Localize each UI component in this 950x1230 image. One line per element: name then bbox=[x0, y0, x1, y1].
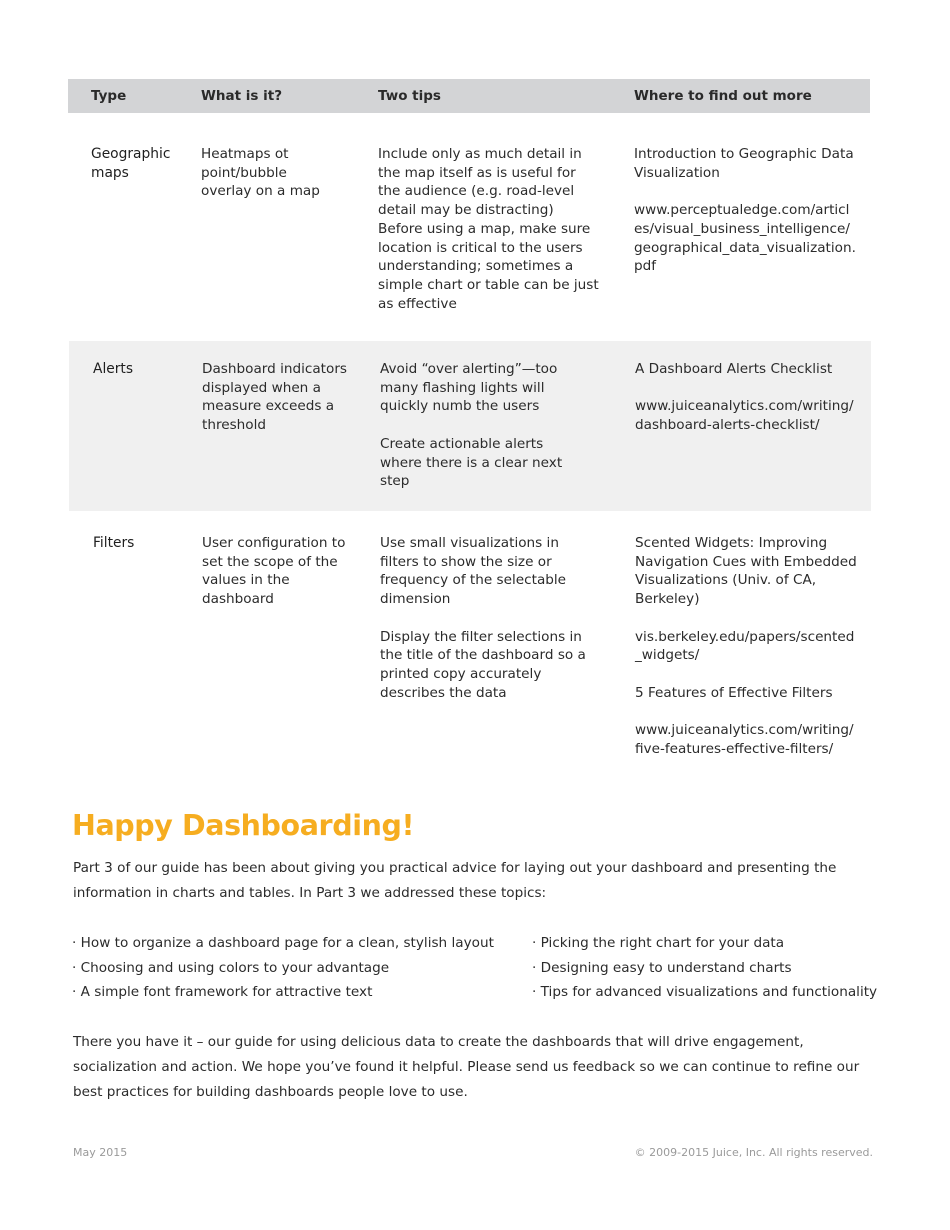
row-description: User configuration to set the scope of the values in the dashboard bbox=[202, 535, 346, 608]
row-tips bbox=[380, 360, 580, 491]
row-type: Alerts bbox=[93, 361, 134, 377]
header-two-tips: Two tips bbox=[378, 88, 441, 104]
footer-date: May 2015 bbox=[73, 1146, 128, 1159]
tip-text: Use small visualizations in filters to show the size or frequency of the selectable dimension bbox=[380, 535, 567, 608]
row-resources bbox=[635, 360, 857, 435]
row-resources bbox=[635, 534, 857, 758]
resource-url: www.perceptualedge.com/articles/visual_business_intelligence/geographical_data_visualization.pdf bbox=[634, 202, 856, 275]
section-heading: Happy Dashboarding! bbox=[72, 809, 415, 842]
topics-list-left bbox=[72, 931, 494, 1005]
resource-url: www.juiceanalytics.com/writing/dashboard-alerts-checklist/ bbox=[635, 398, 854, 434]
resource-title: Introduction to Geographic Data Visualization bbox=[634, 146, 854, 181]
list-item: · A simple font framework for attractive text bbox=[72, 980, 494, 1005]
row-tips bbox=[378, 145, 600, 313]
header-type: Type bbox=[91, 88, 127, 104]
topics-list-right bbox=[532, 931, 877, 1005]
tip-text: Display the filter selections in the title of the dashboard so a printed copy accurately describes the data bbox=[380, 628, 586, 701]
list-item: · Designing easy to understand charts bbox=[532, 956, 877, 981]
resource-title: Scented Widgets: Improving Navigation Cues with Embedded Visualizations (Univ. of CA, Berkeley) bbox=[635, 535, 857, 608]
footer-copyright: © 2009-2015 Juice, Inc. All rights reserved. bbox=[634, 1146, 873, 1159]
tip-text: Include only as much detail in the map itself as is useful for the audience (e.g. road-level detail may be distracting) Before using a map, make sure location is critical to the users understanding; sometimes a simple chart or table can be just as effective bbox=[378, 146, 599, 312]
list-item: · Tips for advanced visualizations and functionality bbox=[532, 980, 877, 1005]
resource-url: www.juiceanalytics.com/writing/five-features-effective-filters/ bbox=[635, 721, 854, 757]
row-description: Dashboard indicators displayed when a measure exceeds a threshold bbox=[202, 361, 347, 434]
intro-paragraph: Part 3 of our guide has been about giving you practical advice for laying out your dashboard and presenting the information in charts and tables. In Part 3 we addressed these topics: bbox=[73, 860, 837, 901]
resource-title: A Dashboard Alerts Checklist bbox=[635, 361, 833, 377]
list-item: · Picking the right chart for your data bbox=[532, 931, 877, 956]
tip-text: Create actionable alerts where there is a clear next step bbox=[380, 435, 563, 490]
row-tips bbox=[380, 534, 592, 702]
resource-url: vis.berkeley.edu/papers/scented_widgets/ bbox=[635, 628, 855, 664]
row-description: Heatmaps ot point/bubble overlay on a map bbox=[201, 146, 320, 200]
resource-title: 5 Features of Effective Filters bbox=[635, 684, 833, 701]
row-resources bbox=[634, 145, 856, 276]
list-item: · How to organize a dashboard page for a clean, stylish layout bbox=[72, 931, 494, 956]
row-type: Geographic maps bbox=[91, 146, 171, 181]
header-what-is-it: What is it? bbox=[201, 88, 283, 104]
tip-text: Avoid “over alerting”—too many flashing lights will quickly numb the users bbox=[380, 361, 558, 415]
table-header bbox=[68, 79, 870, 113]
header-find-out-more: Where to find out more bbox=[634, 88, 812, 104]
outro-paragraph: There you have it – our guide for using delicious data to create the dashboards that will drive engagement, socialization and action. We hope you’ve found it helpful. Please send us feedback so we can continue to refine our best practices for building dashboards people love to use. bbox=[73, 1034, 860, 1100]
row-type: Filters bbox=[93, 535, 135, 551]
list-item: · Choosing and using colors to your advantage bbox=[72, 956, 494, 981]
